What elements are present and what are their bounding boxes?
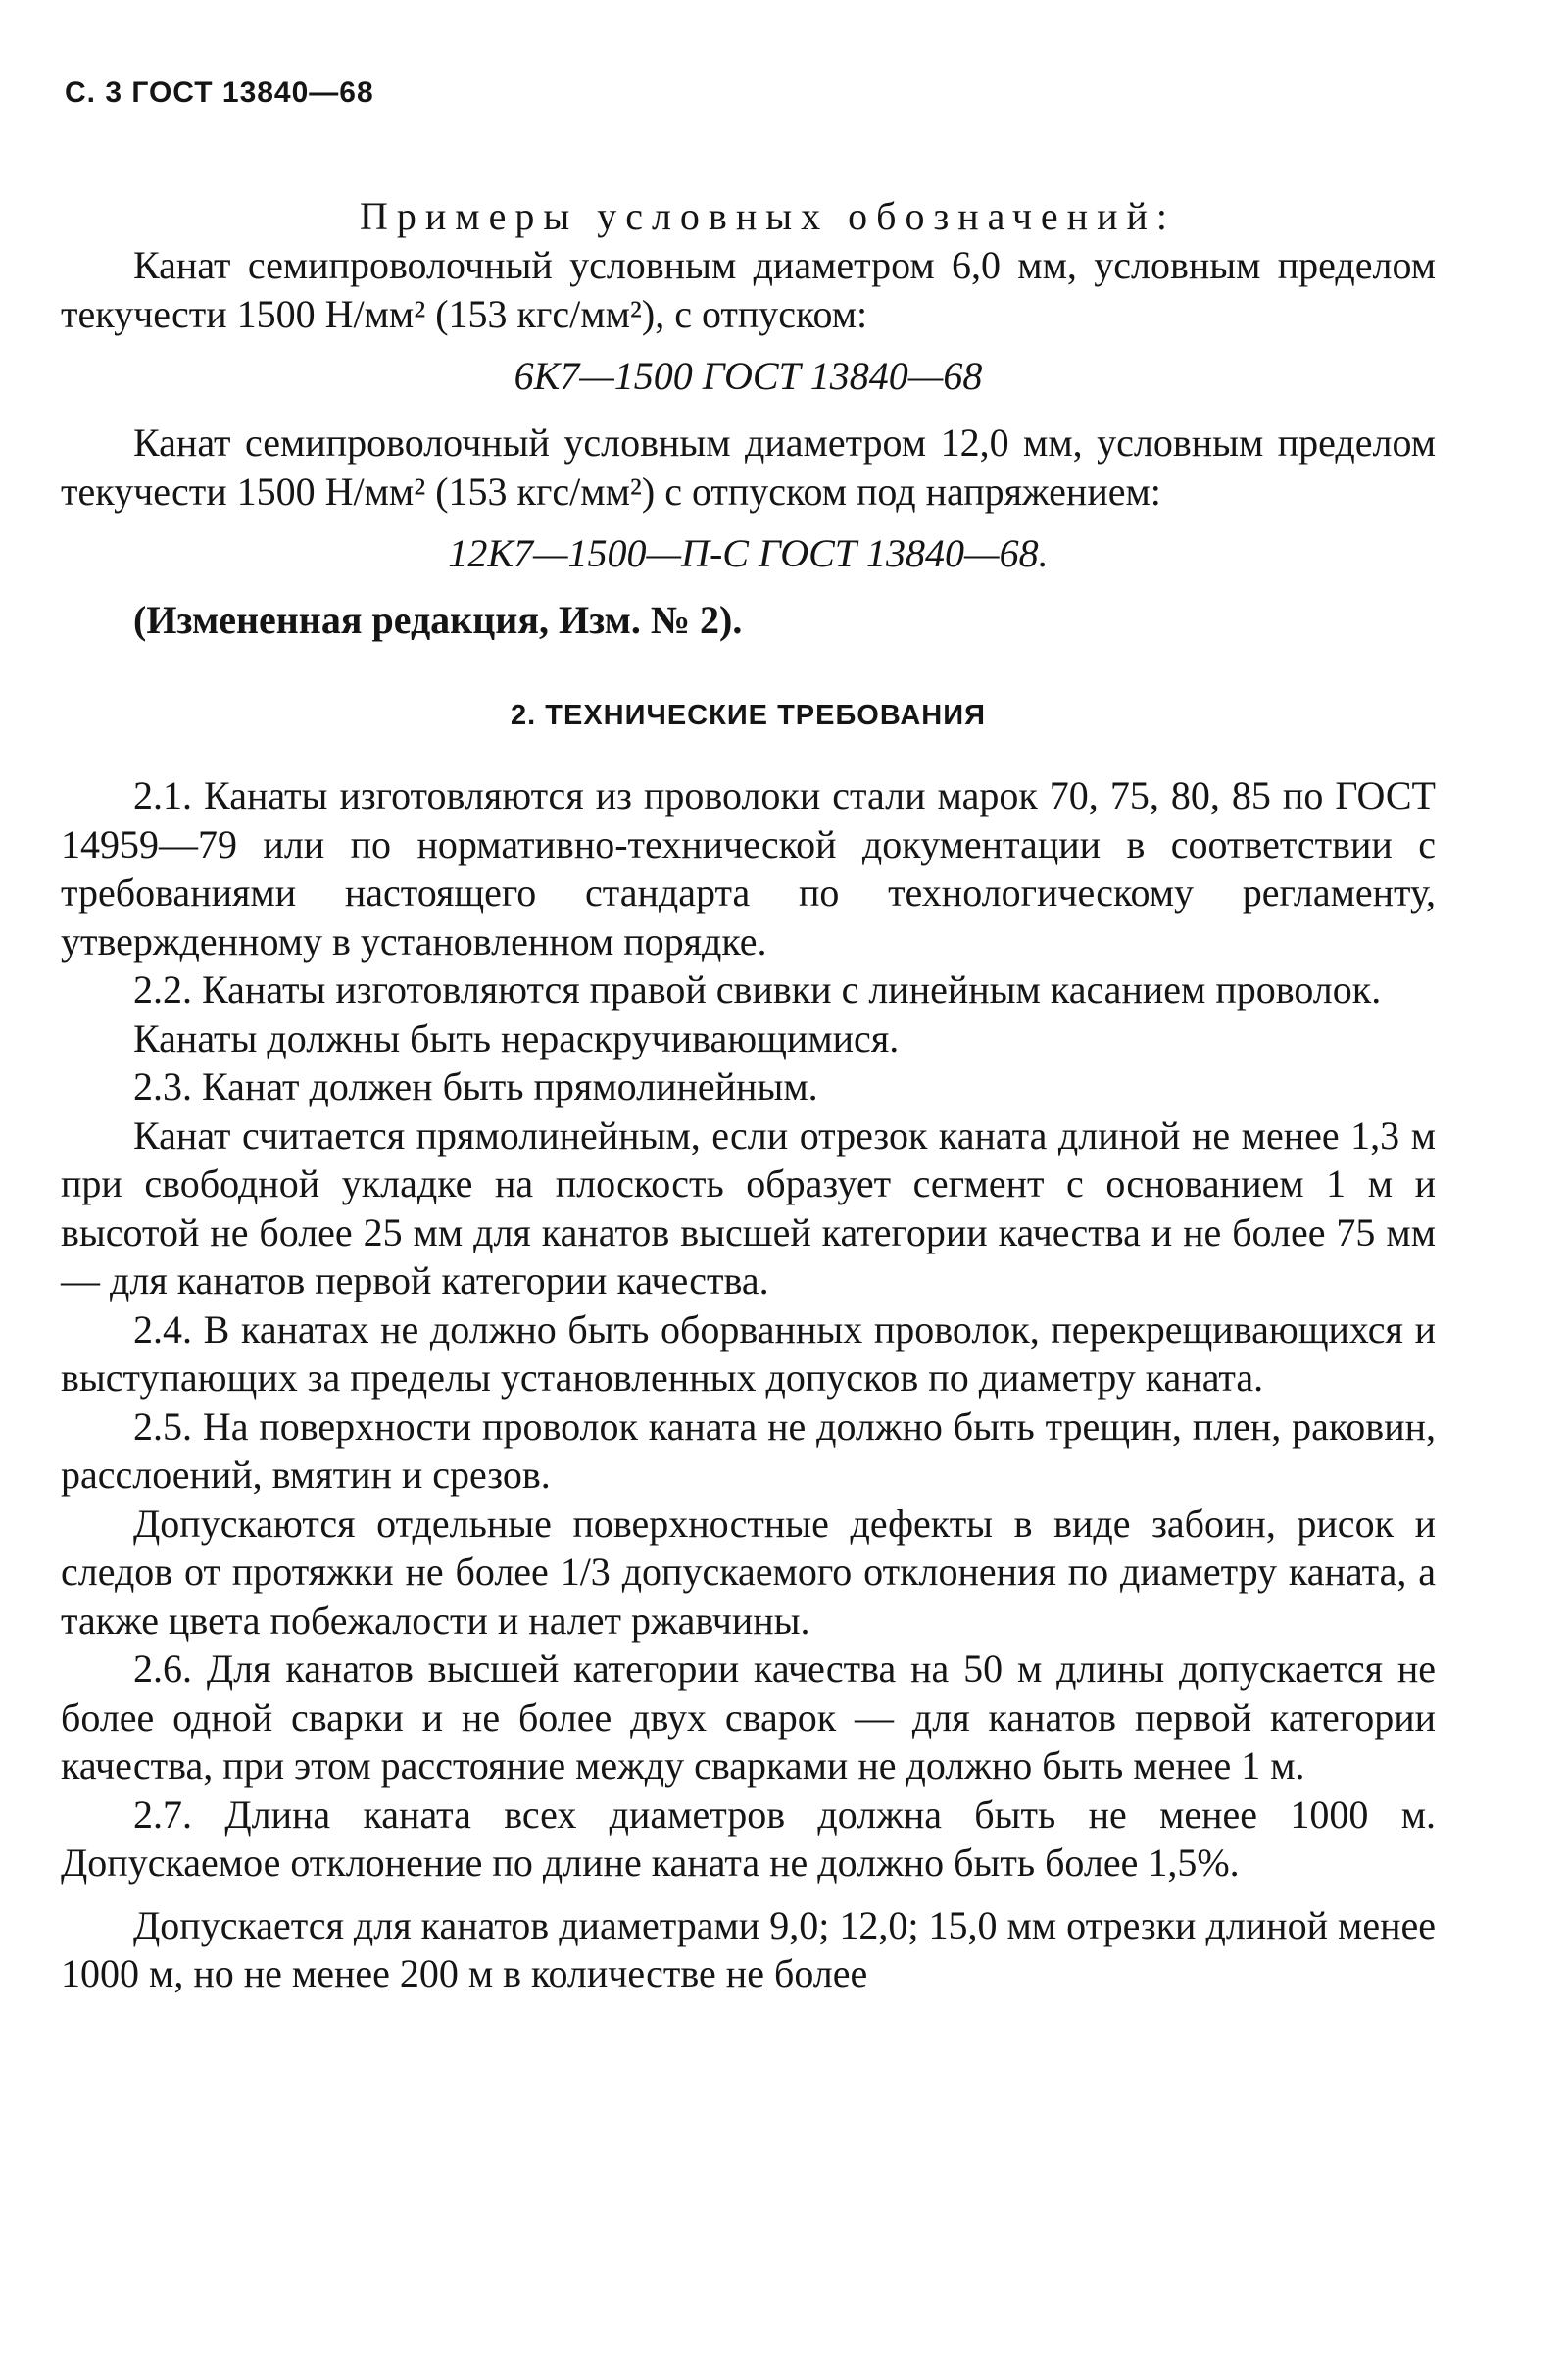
clause-2-7: 2.7. Длина каната всех диаметров должна быть не менее 1000 м. Допускаемое отклонение по длине каната не должно быть более 1,5%.	[61, 1792, 1436, 1885]
clause-2-5-note: Допускаются отдельные поверхностные дефекты в виде забоин, рисок и следов от протяжки не более 1/3 допускаемого отклонения по диаметру каната, а также цвета побежалости и налет ржавчины.	[61, 1500, 1436, 1643]
clause-2-4: 2.4. В канатах не должно быть оборванных проволок, перекрещивающихся и выступающих за пределы установленных допусков по диаметру каната.	[61, 1306, 1436, 1400]
clause-2-2: 2.2. Канаты изготовляются правой свивки с линейным касанием проволок.	[133, 967, 1382, 1011]
example-1-text: Канат семипроволочный условным диаметром 6,0 мм, условным пределом текучести 1500 Н/мм² (153 кгс/мм²), с отпуском:	[61, 243, 1436, 336]
clause-2-1: 2.1. Канаты изготовляются из проволоки стали марок 70, 75, 80, 85 по ГОСТ 14959—79 или по нормативно-технической документации в соответствии с требованиями настоящего стандарта по технологическому регламенту, утвержденному в установленном порядке.	[61, 773, 1436, 963]
examples-title: Примеры условных обозначений:	[359, 194, 1177, 238]
technical-requirements	[61, 771, 1436, 1998]
amendment-note: (Измененная редакция, Изм. № 2).	[133, 598, 743, 642]
example-2-designation: 12К7—1500—П-С ГОСТ 13840—68.	[448, 531, 1049, 575]
clause-2-7-note: Допускается для канатов диаметрами 9,0; 12,0; 15,0 мм отрезки длиной менее 1000 м, но не менее 200 м в количестве не более	[61, 1902, 1436, 1995]
running-head: С. 3 ГОСТ 13840—68	[65, 76, 374, 109]
section-title: 2. ТЕХНИЧЕСКИЕ ТРЕБОВАНИЯ	[511, 700, 986, 731]
clause-2-5: 2.5. На поверхности проволок каната не должно быть трещин, плен, раковин, расслоений, вмятин и срезов.	[61, 1403, 1436, 1497]
example-1-designation: 6К7—1500 ГОСТ 13840—68	[514, 354, 983, 398]
clause-2-6: 2.6. Для канатов высшей категории качества на 50 м длины допускается не более одной сварки и не более двух сварок — для канатов первой категории качества, при этом расстояние между сварками не должно быть менее 1 м.	[61, 1646, 1436, 1788]
example-2-text: Канат семипроволочный условным диаметром 12,0 мм, условным пределом текучести 1500 Н/мм² (153 кгс/мм²) с отпуском под напряжением:	[61, 420, 1436, 514]
designation-examples	[61, 192, 1436, 645]
clause-2-3-definition: Канат считается прямолинейным, если отрезок каната длиной не менее 1,3 м при свободной укладке на плоскость образует сегмент с основанием 1 м и высотой не более 25 мм для канатов высшей категории качества и не более 75 мм — для канатов первой категории качества.	[61, 1112, 1436, 1302]
clause-2-2-note: Канаты должны быть нераскручивающимися.	[133, 1015, 900, 1060]
clause-2-3: 2.3. Канат должен быть прямолинейным.	[133, 1064, 818, 1108]
